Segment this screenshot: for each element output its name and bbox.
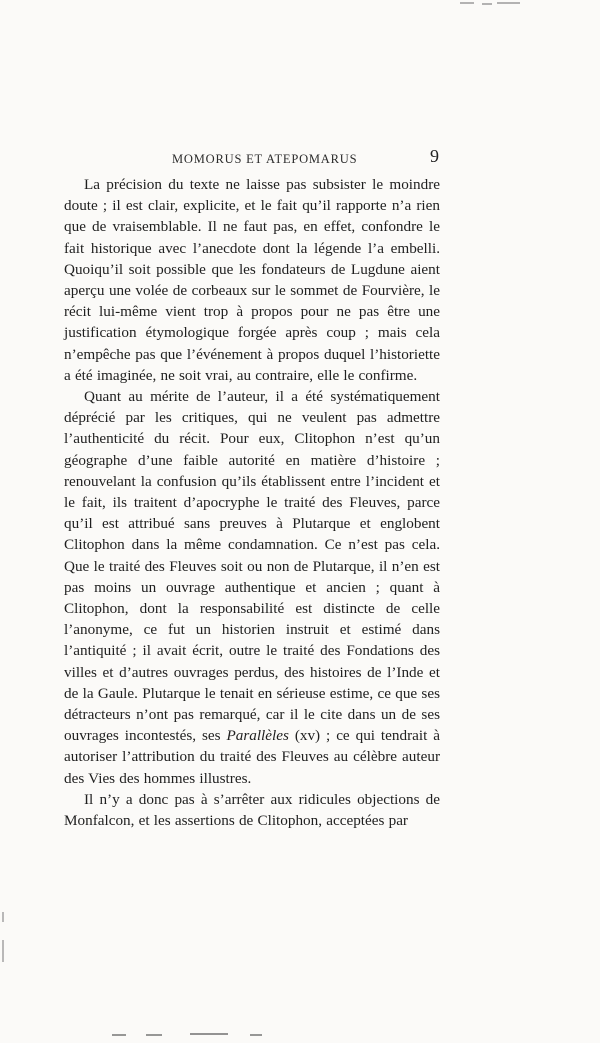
page-number: 9 <box>430 146 439 166</box>
paragraph-3: Il n’y a donc pas à s’arrêter aux ridicules objections de Monfalcon, et les assertions de Clitophon, acceptées par <box>64 790 440 830</box>
paragraph-1: La précision du texte ne laisse pas subsister le moindre doute ; il est clair, explicite, et le fait qu’il rapporte n’a rien que de vraisemblable. Il ne faut pas, en effet, confondre le fait historique avec l’anecdote dont la légende l’a embelli. Quoiqu’il soit possible que les fondateurs de Lugdune aient aperçu une volée de corbeaux sur le sommet de Fourvière, le récit lui-même vient trop à propos pour ne pas être une justification étymologique forgée après coup ; mais cela n’empêche pas que l’événement à propos duquel l’historiette a été imaginée, ne soit vrai, au contraire, elle le confirme. <box>64 176 440 384</box>
paragraph-2 <box>64 386 440 789</box>
bottom-edge-dashes <box>112 1034 262 1035</box>
paragraph-2-text-a: Quant au mérite de l’auteur, il a été systématiquement déprécié par les critiques, qui ne veulent pas admettre l’authenticité du récit. Pour eux, Clitophon n’est qu’un géographe d’une faible autorité en matière d’histoire ; renouvelant la confusion qu’ils établissent entre l’incident et le fait, ils traitent d’apocryphe le traité des Fleuves, parce qu’il est attribué sans preuves à Plutarque et englobent Clitophon dans la même condamnation. Ce n’est pas cela. Que le traité des Fleuves soit ou non de Plutarque, il n’en est pas moins un ouvrage authentique et ancien ; quant à Clitophon, dont la responsabilité est distincte de celle l’anonyme, ce fut un historien instruit et estimé dans l’antiquité ; il avait écrit, outre le traité des Fondations des villes et d’autres ouvrages perdus, des histoires de l’Inde et de la Gaule. Plutarque le tenait en sérieuse estime, ce que ses détracteurs n’ont pas remarqué, car il le cite dans un de ses ouvrages incontestés, ses <box>64 388 440 745</box>
running-title: MOMORUS ET ATEPOMARUS <box>172 152 358 166</box>
running-head <box>64 146 444 172</box>
top-edge-dashes <box>460 3 520 4</box>
paragraph-2-text-b: (xv) ; ce qui tendrait à autoriser l’attribution du traité des Fleuves au célèbre auteur des Vies des hommes illustres. <box>64 727 440 787</box>
paralleles-title-italic: Parallèles <box>226 727 289 745</box>
body-text <box>64 174 440 864</box>
